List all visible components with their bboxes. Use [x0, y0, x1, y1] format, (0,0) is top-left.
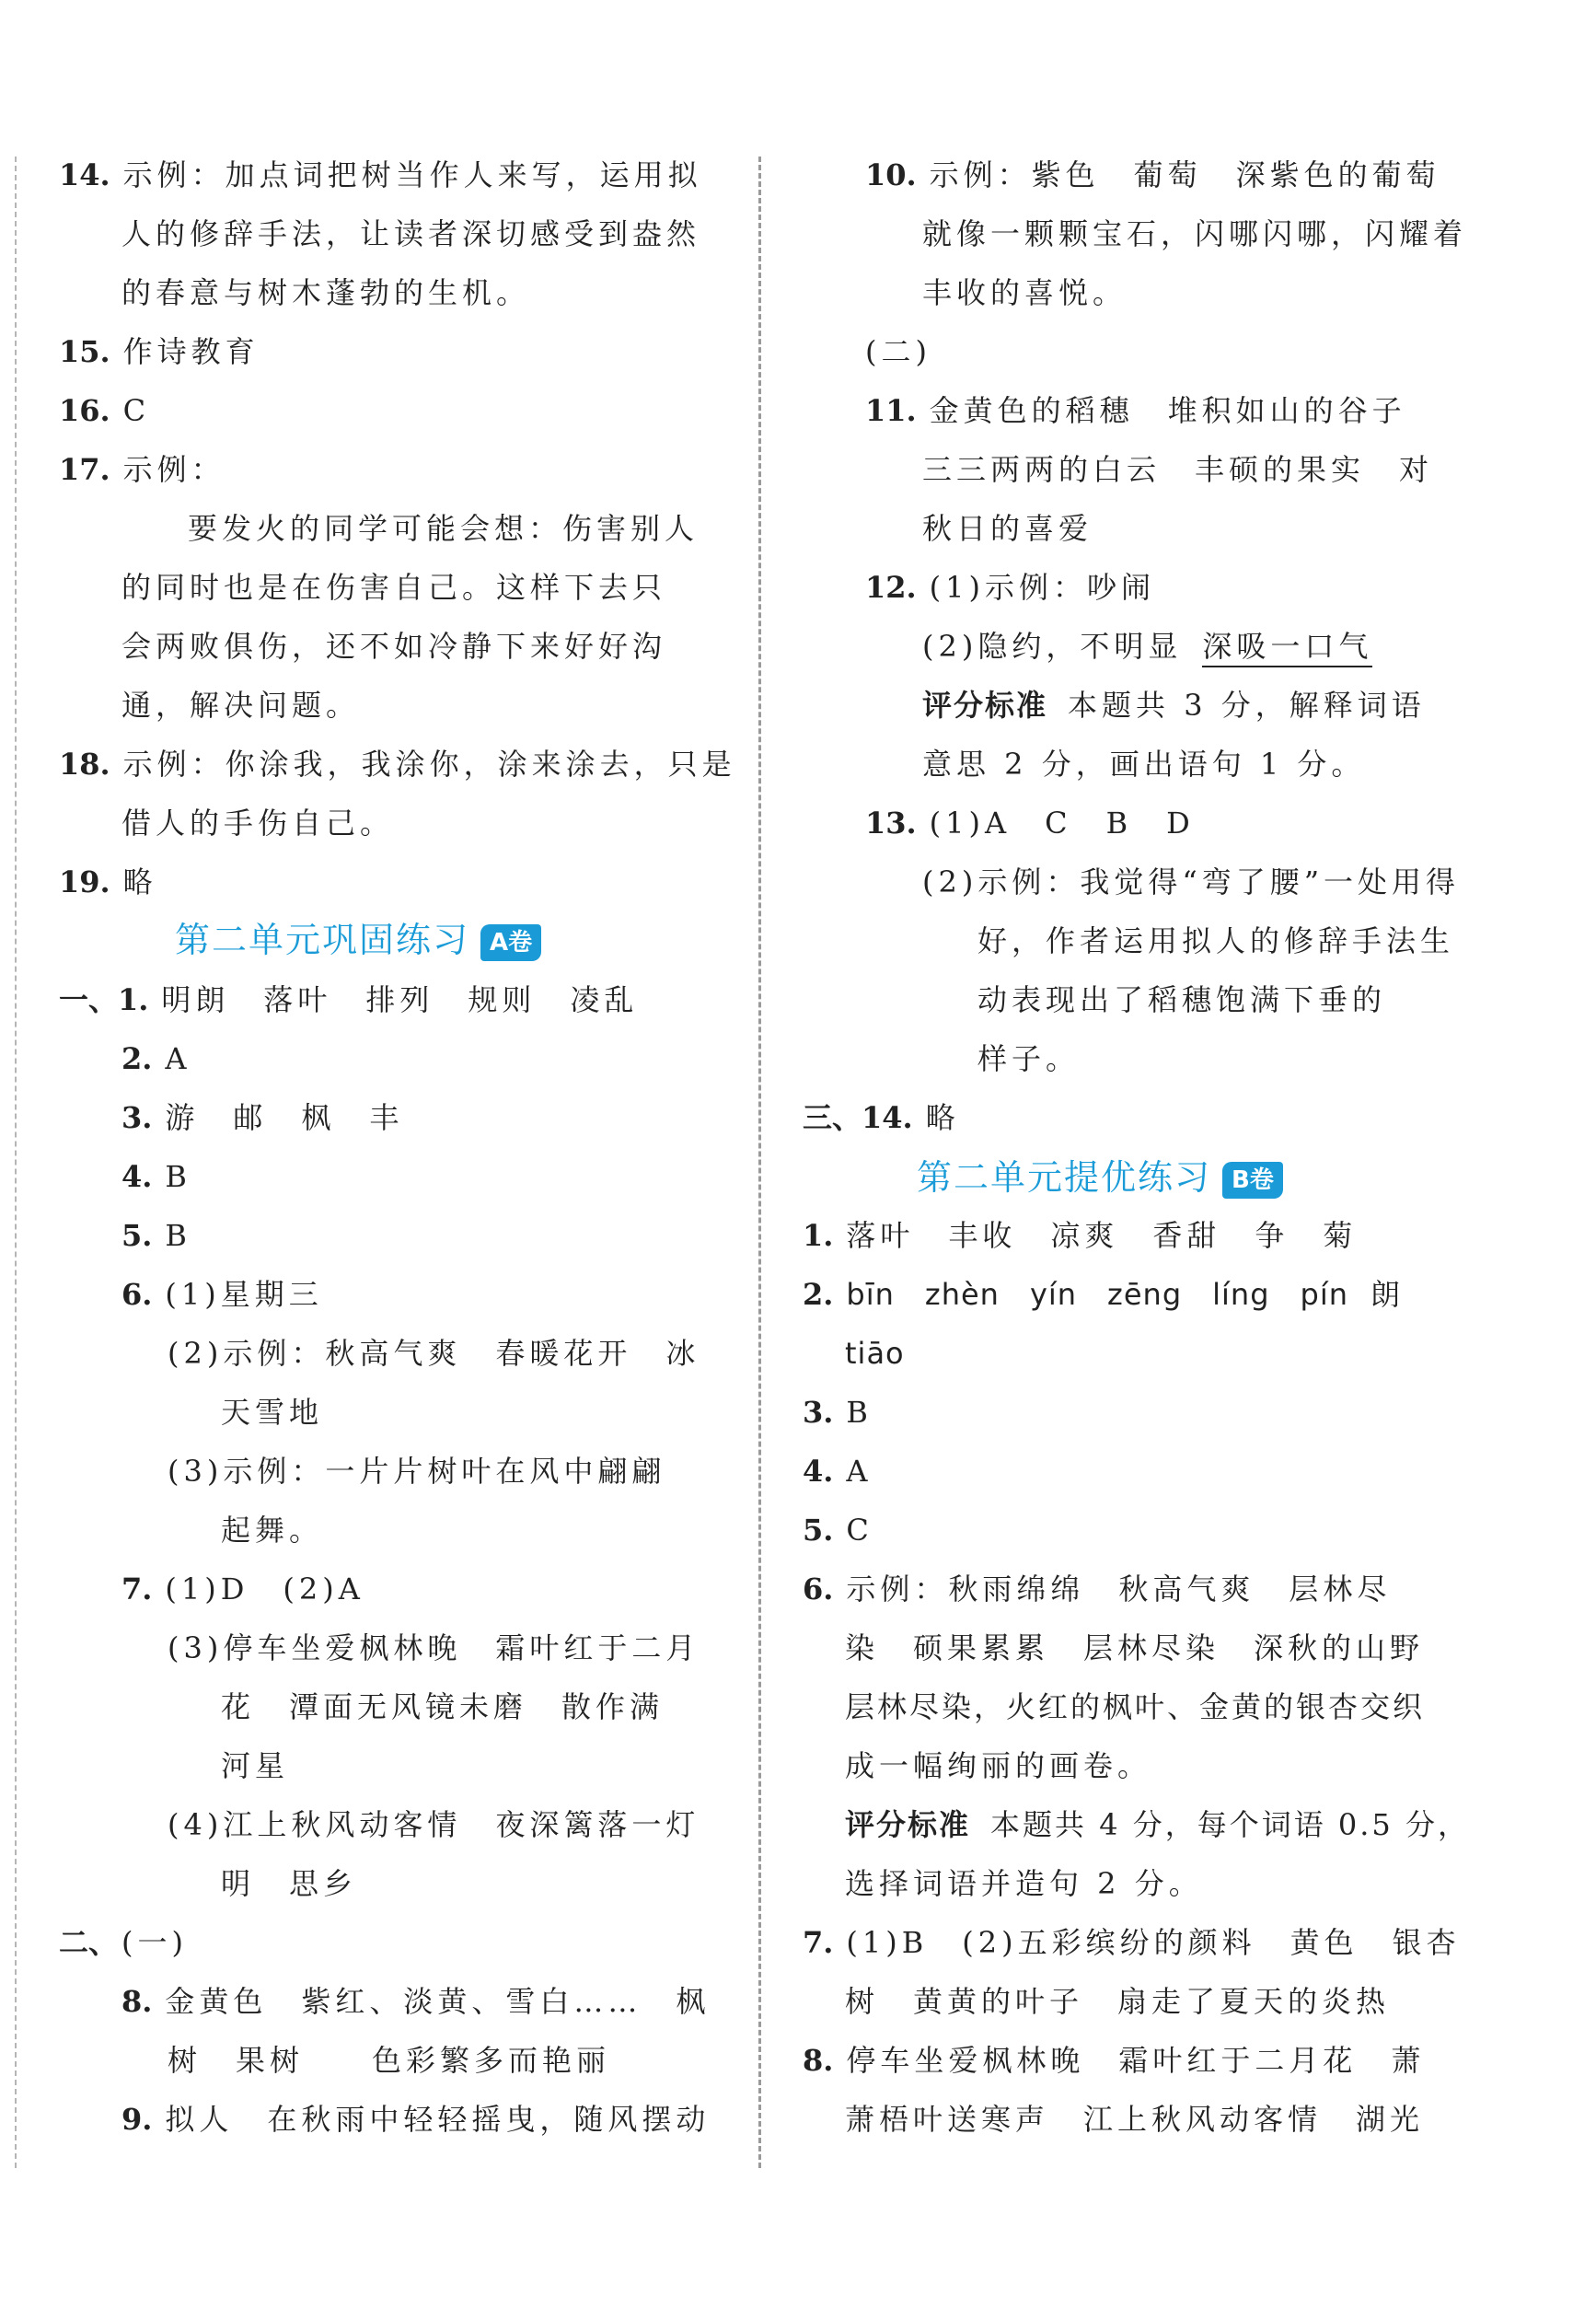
answer-17-line4: 通，解决问题。 [121, 688, 361, 723]
answer-10-line3: 丰收的喜悦。 [922, 275, 1128, 310]
answer-1-6-p2b: 天雪地 [221, 1395, 324, 1430]
answer-18-line2: 借人的手伤自己。 [121, 806, 395, 841]
answer-13-p2c: 动表现出了稻穗饱满下垂的 [977, 982, 1387, 1017]
answer-17-line3: 会两败俱伤，还不如冷静下来好好沟 [121, 629, 667, 664]
answer-1-3: 3. 游 邮 枫 丰 [121, 1100, 404, 1135]
answer-1-6-p2: (2)示例：秋高气爽 春暖花开 冰 [168, 1336, 700, 1371]
scoring-b6-line2: 选择词语并造句 2 分。 [845, 1866, 1203, 1901]
answer-b6-line3: 层林尽染，火红的枫叶、金黄的银杏交织 [845, 1689, 1426, 1724]
answer-b2-line2: tiāo [845, 1336, 905, 1371]
answer-11-line2: 三三两两的白云 丰硕的果实 对 [922, 452, 1434, 487]
scoring-12-line2: 意思 2 分，画出语句 1 分。 [922, 747, 1366, 782]
answer-14: 14. 示例：加点词把树当作人来写，运用拟 [59, 157, 702, 192]
answer-17-line2: 的同时也是在伤害自己。这样下去只 [121, 570, 667, 605]
section-2: 二、 (一) [59, 1925, 188, 1960]
badge-a: A卷 [480, 924, 541, 961]
answer-10-line2: 就像一颗颗宝石，闪哪闪哪，闪耀着 [922, 216, 1468, 251]
answer-1-7-p3b: 花 潭面无风镜未磨 散作满 [221, 1689, 665, 1724]
scoring-b6: 评分标准 本题共 4 分，每个词语 0.5 分， [845, 1807, 1470, 1842]
answer-1-7-p3: (3)停车坐爱枫林晚 霜叶红于二月 [168, 1630, 700, 1665]
section-heading-unit2-a: 第二单元巩固练习 A卷 [175, 917, 541, 963]
answer-b7: 7. (1)B (2)五彩缤纷的颜料 黄色 银杏 [803, 1925, 1461, 1960]
section-heading-unit2-b: 第二单元提优练习 B卷 [917, 1154, 1283, 1200]
answer-13-p2: (2)示例：我觉得“弯了腰”一处用得 [922, 864, 1461, 899]
subsection-2: (二) [865, 334, 931, 369]
answer-b8: 8. 停车坐爱枫林晚 霜叶红于二月花 萧 [803, 2043, 1426, 2078]
answer-11-line3: 秋日的喜爱 [922, 511, 1093, 546]
answer-1-6-p3: (3)示例：一片片树叶在风中翩翩 [168, 1454, 666, 1489]
answer-1-5: 5. B [121, 1218, 191, 1253]
answer-1-6: 6. (1)星期三 [121, 1277, 323, 1312]
answer-1-1: 一、1. 明朗 落叶 排列 规则 凌乱 [59, 982, 639, 1017]
answer-18: 18. 示例：你涂我，我涂你，涂来涂去，只是 [59, 747, 736, 782]
answer-19: 19. 略 [59, 864, 157, 899]
answer-b6-line4: 成一幅绚丽的画卷。 [845, 1748, 1152, 1783]
answer-1-7-p3c: 河星 [221, 1748, 290, 1783]
answer-b7-line2: 树 黄黄的叶子 扇走了夏天的炎热 [845, 1984, 1391, 2019]
answer-12: 12. (1)示例：吵闹 [865, 570, 1156, 605]
answer-13: 13. (1)A C B D [865, 806, 1195, 841]
scoring-12: 评分标准 本题共 3 分，解释词语 [922, 688, 1426, 723]
answer-2-8-line2: 树 果树 色彩繁多而艳丽 [168, 2043, 611, 2078]
answer-1-6-p3b: 起舞。 [221, 1513, 324, 1548]
answer-11: 11. 金黄色的稻穗 堆积如山的谷子 [865, 393, 1406, 428]
answer-15: 15. 作诗教育 [59, 334, 260, 369]
answer-1-4: 4. B [121, 1159, 191, 1194]
answer-b3: 3. B [803, 1395, 873, 1430]
answer-12-p2: (2)隐约，不明显 深吸一口气 [922, 628, 1372, 665]
answer-2-8: 8. 金黄色 紫红、淡黄、雪白…… 枫 [121, 1984, 711, 2019]
answer-17: 17. 示例： [59, 452, 226, 487]
answer-2-9: 9. 拟人 在秋雨中轻轻摇曳，随风摆动 [121, 2102, 711, 2137]
answer-13-p2b: 好，作者运用拟人的修辞手法生 [977, 923, 1455, 958]
underlined-phrase: 深吸一口气 [1202, 629, 1372, 667]
answer-1-2: 2. A [121, 1041, 191, 1076]
answer-b6: 6. 示例：秋雨绵绵 秋高气爽 层林尽 [803, 1572, 1392, 1606]
answer-16: 16. C [59, 393, 151, 428]
answer-10: 10. 示例：紫色 葡萄 深紫色的葡萄 [865, 157, 1440, 192]
answer-1-7: 7. (1)D (2)A [121, 1572, 364, 1606]
badge-b: B卷 [1222, 1162, 1283, 1199]
answer-1-7-p4b: 明 思乡 [221, 1866, 358, 1901]
answer-b8-line2: 萧梧叶送寒声 江上秋风动客情 湖光 [845, 2102, 1425, 2137]
answer-3-14: 三、14. 略 [803, 1100, 960, 1135]
left-margin-line [15, 157, 17, 2168]
answer-1-7-p4: (4)江上秋风动客情 夜深篱落一灯 [168, 1807, 700, 1842]
answer-14-line2: 人的修辞手法，让读者深切感受到盎然 [121, 216, 701, 251]
answer-b2: 2. bīn zhèn yín zēng líng pín 朗 [803, 1277, 1405, 1312]
answer-b5: 5. C [803, 1513, 873, 1548]
answer-b6-line2: 染 硕果累累 层林尽染 深秋的山野 [845, 1630, 1425, 1665]
answer-b4: 4. A [803, 1454, 873, 1489]
answer-b1: 1. 落叶 丰收 凉爽 香甜 争 菊 [803, 1218, 1358, 1253]
column-divider [758, 157, 761, 2168]
answer-14-line3: 的春意与树木蓬勃的生机。 [121, 275, 531, 310]
answer-17-line1: 要发火的同学可能会想：伤害别人 [188, 511, 700, 546]
answer-13-p2d: 样子。 [977, 1041, 1081, 1076]
